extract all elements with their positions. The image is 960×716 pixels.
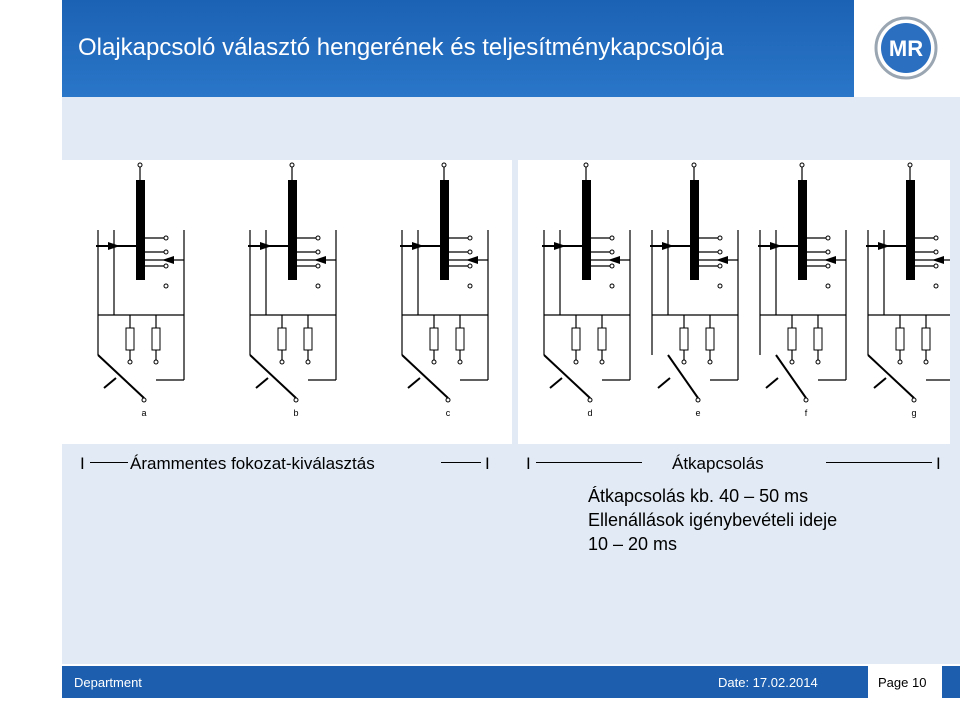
wire (766, 378, 778, 388)
phase-left-label: Árammentes fokozat-kiválasztás (130, 454, 375, 473)
wire (98, 355, 144, 398)
terminal (790, 360, 794, 364)
terminal (584, 163, 588, 167)
terminal (316, 236, 320, 240)
wire (402, 355, 448, 398)
terminal (718, 264, 722, 268)
resistor (680, 328, 688, 350)
resistor (126, 328, 134, 350)
note-line: 10 – 20 ms (588, 534, 678, 554)
footer-department: Department (74, 675, 142, 690)
terminal (600, 360, 604, 364)
terminal (306, 360, 310, 364)
terminal (610, 264, 614, 268)
logo-text: MR (888, 36, 924, 61)
switch-unit (542, 163, 630, 418)
resistor (922, 328, 930, 350)
contact-bar (690, 180, 699, 280)
page-number-box (868, 666, 942, 698)
phase-right (526, 454, 946, 476)
resistor (304, 328, 312, 350)
terminal (154, 360, 158, 364)
resistor (456, 328, 464, 350)
contact-bar (288, 180, 297, 280)
footer-bar (62, 666, 960, 698)
contact-bar (798, 180, 807, 280)
terminal (468, 264, 472, 268)
terminal (800, 163, 804, 167)
position-label: f (804, 408, 808, 418)
resistor (152, 328, 160, 350)
mr-logo (874, 16, 938, 80)
contact-bar (906, 180, 915, 280)
wire (874, 378, 886, 388)
wire (256, 378, 268, 388)
position-label: b (293, 408, 299, 418)
contact-bar (136, 180, 145, 280)
logo-area (856, 0, 960, 97)
terminal (826, 284, 830, 288)
terminal (610, 284, 614, 288)
phase-left-start-tick: I (80, 454, 85, 473)
terminal (574, 360, 578, 364)
terminal (708, 360, 712, 364)
terminal (468, 250, 472, 254)
resistor (706, 328, 714, 350)
phase-right-start-tick: I (526, 454, 531, 473)
terminal (718, 284, 722, 288)
terminal (696, 398, 700, 402)
wire (250, 355, 296, 398)
resistor (572, 328, 580, 350)
terminal (816, 360, 820, 364)
wire (658, 378, 670, 388)
wire (550, 378, 562, 388)
resistor (896, 328, 904, 350)
position-label: e (695, 408, 701, 418)
terminal (934, 236, 938, 240)
phase-left-end-tick: I (485, 454, 490, 473)
terminal (610, 236, 614, 240)
diagram-selector-phase (62, 160, 512, 444)
phase-left (80, 454, 500, 476)
timing-notes (588, 484, 837, 556)
terminal (446, 398, 450, 402)
diagram-diverter-phase (518, 160, 950, 444)
note-line: Átkapcsolás kb. 40 – 50 ms (588, 486, 809, 506)
selector-schematic (62, 160, 512, 444)
terminal (468, 284, 472, 288)
terminal (718, 236, 722, 240)
wire (868, 355, 914, 398)
terminal (280, 360, 284, 364)
terminal (912, 398, 916, 402)
terminal (934, 284, 938, 288)
terminal (458, 360, 462, 364)
resistor (598, 328, 606, 350)
resistor (430, 328, 438, 350)
phase-left-line-2 (441, 462, 481, 463)
contact-bar (440, 180, 449, 280)
diverter-schematic (518, 160, 950, 444)
terminal (692, 163, 696, 167)
phase-right-line-2 (826, 462, 932, 463)
terminal (164, 264, 168, 268)
switch-unit (650, 163, 738, 418)
contact-bar (582, 180, 591, 280)
position-label: g (911, 408, 917, 418)
position-label: c (445, 408, 451, 418)
position-label: d (587, 408, 593, 418)
phase-right-line-1 (536, 462, 642, 463)
terminal (316, 284, 320, 288)
position-label: a (141, 408, 147, 418)
wire (104, 378, 116, 388)
wire (544, 355, 590, 398)
terminal (294, 398, 298, 402)
terminal (908, 163, 912, 167)
terminal (804, 398, 808, 402)
note-line: Ellenállások igénybevételi ideje (588, 510, 838, 530)
terminal (682, 360, 686, 364)
terminal (924, 360, 928, 364)
phase-right-end-tick: I (936, 454, 941, 473)
switch-unit (758, 163, 846, 418)
terminal (468, 236, 472, 240)
page-number: Page 10 (878, 675, 927, 690)
switch-unit (96, 163, 184, 418)
terminal (826, 264, 830, 268)
footer-date: Date: 17.02.2014 (718, 675, 818, 690)
terminal (290, 163, 294, 167)
header-bar (62, 0, 854, 97)
terminal (826, 236, 830, 240)
switch-unit (866, 163, 950, 418)
wire (408, 378, 420, 388)
terminal (826, 250, 830, 254)
terminal (898, 360, 902, 364)
switch-unit (400, 163, 488, 418)
terminal (164, 250, 168, 254)
resistor (278, 328, 286, 350)
resistor (814, 328, 822, 350)
terminal (718, 250, 722, 254)
resistor (788, 328, 796, 350)
terminal (588, 398, 592, 402)
switch-unit (248, 163, 336, 418)
terminal (142, 398, 146, 402)
terminal (934, 250, 938, 254)
terminal (138, 163, 142, 167)
terminal (316, 264, 320, 268)
phase-left-line-1 (90, 462, 128, 463)
terminal (442, 163, 446, 167)
slide-title: Olajkapcsoló választó hengerének és teljesítménykapcsolója (78, 34, 724, 61)
terminal (316, 250, 320, 254)
phase-right-label: Átkapcsolás (672, 454, 764, 473)
terminal (610, 250, 614, 254)
terminal (934, 264, 938, 268)
terminal (164, 236, 168, 240)
terminal (432, 360, 436, 364)
terminal (128, 360, 132, 364)
terminal (164, 284, 168, 288)
